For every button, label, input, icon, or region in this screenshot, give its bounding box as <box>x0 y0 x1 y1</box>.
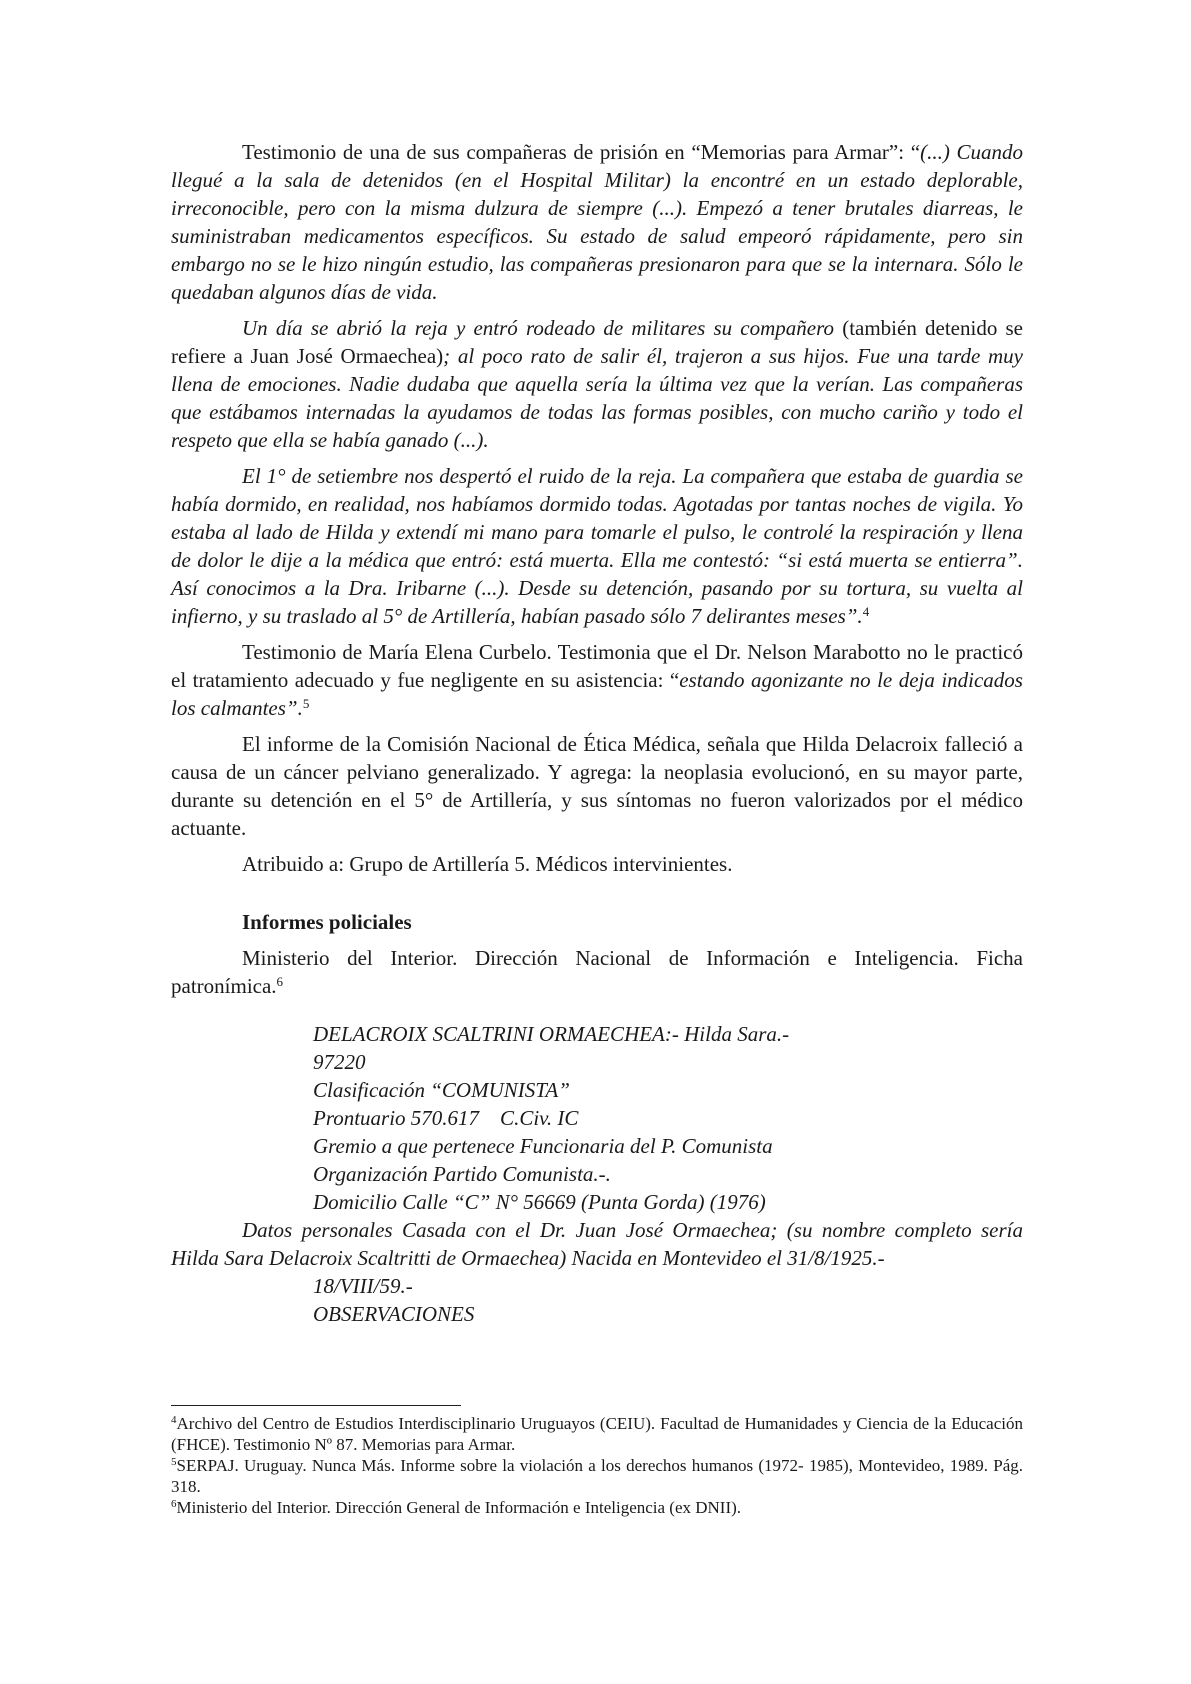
reja-editorial-note: (también detenido se refiere a Juan José Ormaechea) <box>171 316 1024 368</box>
reja-quote-part1: Un día se abrió la reja y entró rodeado de militares su compañero <box>242 316 835 340</box>
footnote-5 <box>171 1455 1023 1497</box>
paragraph-testimony-intro <box>171 138 1023 306</box>
footnote-ref-5: 5 <box>302 696 310 711</box>
footnote-number: 6 <box>171 1498 177 1510</box>
footnote-4 <box>171 1413 1023 1455</box>
section-heading: Informes policiales <box>242 910 412 934</box>
police-record <box>171 1020 1023 1328</box>
record-union: Gremio a que pertenece Funcionaria del P. Comunista <box>313 1134 773 1158</box>
footnote-number: 4 <box>171 1414 177 1426</box>
paragraph-curbelo-testimony <box>171 638 1023 722</box>
record-date: 18/VIII/59.- <box>313 1274 413 1298</box>
record-observations: OBSERVACIONES <box>313 1302 475 1326</box>
curbelo-quote-close: ”. <box>285 696 303 720</box>
record-address: Domicilio Calle “C” N° 56669 (Punta Gorda) (1976) <box>313 1190 766 1214</box>
paragraph-testimony-death <box>171 462 1023 630</box>
testimony-intro-text: Testimonio de una de sus compañeras de prisión en “Memorias para Armar”: “ <box>242 140 921 164</box>
paragraph-testimony-reja <box>171 314 1023 454</box>
record-classification: Clasificación “COMUNISTA” <box>313 1078 570 1102</box>
paragraph-attribution: Atribuido a: Grupo de Artillería 5. Médicos intervinientes. <box>242 852 733 876</box>
paragraph-ethics-commission: El informe de la Comisión Nacional de Ética Médica, señala que Hilda Delacroix falleció a causa de un cáncer pelviano generalizado. Y agrega: la neoplasia evolucionó, en su mayor parte, durante su detención en el 5° de Artillería, y sus síntomas no fueron valorizados por el médico actuante. <box>171 732 1023 840</box>
body-text <box>171 138 1023 1328</box>
footnote-text: Ministerio del Interior. Dirección General de Información e Inteligencia (ex DNII). <box>176 1498 742 1517</box>
testimony-quote-text: (...) Cuando llegué a la sala de detenidos (en el Hospital Militar) la encontré en un estado deplorable, irreconocible, pero con la misma dulzura de siempre (...). Empezó a tener brutales diarreas, le suministraban medicamentos específicos. Su estado de salud empeoró rápidamente, pero sin embargo no se le hizo ningún estudio, las compañeras presionaron para que se la internara. Sólo le quedaban algunos días de vida. <box>171 140 1023 304</box>
footnotes <box>171 1413 1023 1518</box>
curbelo-text: Testimonio de María Elena Curbelo. Testimonia que el Dr. Nelson Marabotto no le practicó el tratamiento adecuado y fue negligente en su asistencia: “ <box>171 640 1023 692</box>
death-quote-text: El 1° de setiembre nos despertó el ruido de la reja. La compañera que estaba de guardia se había dormido, en realidad, nos habíamos dormido todas. Agotadas por tantas noches de vigila. Yo estaba al lado de Hilda y extendí mi mano para tomarle el pulso, le controlé la respiración y llena de dolor le dije a la médica que entró: está muerta. Ella me contestó: “si está muerta se entierra”. Así conocimos a la Dra. Iribarne (...). Desde su detención, pasando por su tortura, su vuelta al infierno, y su traslado al 5° de Artillería, habían pasado sólo 7 delirantes meses”. <box>171 464 1023 628</box>
record-name: DELACROIX SCALTRINI ORMAECHEA:- Hilda Sara.- <box>313 1022 790 1046</box>
record-prontuario: Prontuario 570.617 C.Civ. IC <box>313 1106 579 1130</box>
curbelo-quote: estando agonizante no le deja indicados los calmantes <box>171 668 1023 720</box>
record-organization: Organización Partido Comunista.-. <box>313 1162 611 1186</box>
footnote-ref-4: 4 <box>862 604 870 619</box>
reja-quote-part2: ; al poco rato de salir él, trajeron a sus hijos. Fue una tarde muy llena de emociones. Nadie dudaba que aquella sería la última vez que la verían. Las compañeras que estábamos internadas la ayudamos de todas las formas posibles, con mucho cariño y todo el respeto que ella se había ganado (...). <box>171 344 1023 452</box>
footnote-ref-6: 6 <box>276 974 284 989</box>
paragraph-section-intro <box>171 944 1023 1000</box>
section-intro-text: Ministerio del Interior. Dirección Nacional de Información e Inteligencia. Ficha patronímica. <box>171 946 1023 998</box>
footnote-number: 5 <box>171 1456 177 1468</box>
footnote-6 <box>171 1497 1023 1518</box>
footnote-text: SERPAJ. Uruguay. Nunca Más. Informe sobre la violación a los derechos humanos (1972- 1985), Montevideo, 1989. Pág. 318. <box>171 1456 1023 1496</box>
footnote-text: Archivo del Centro de Estudios Interdisciplinario Uruguayos (CEIU). Facultad de Humanidades y Ciencia de la Educación (FHCE). Testimonio Nº 87. Memorias para Armar. <box>171 1414 1023 1454</box>
record-personal-data: Datos personales Casada con el Dr. Juan José Ormaechea; (su nombre completo sería Hilda Sara Delacroix Scaltritti de Ormaechea) Nacida en Montevideo el 31/8/1925.- <box>171 1218 1023 1270</box>
footnote-separator <box>171 1405 461 1406</box>
record-number: 97220 <box>313 1050 366 1074</box>
